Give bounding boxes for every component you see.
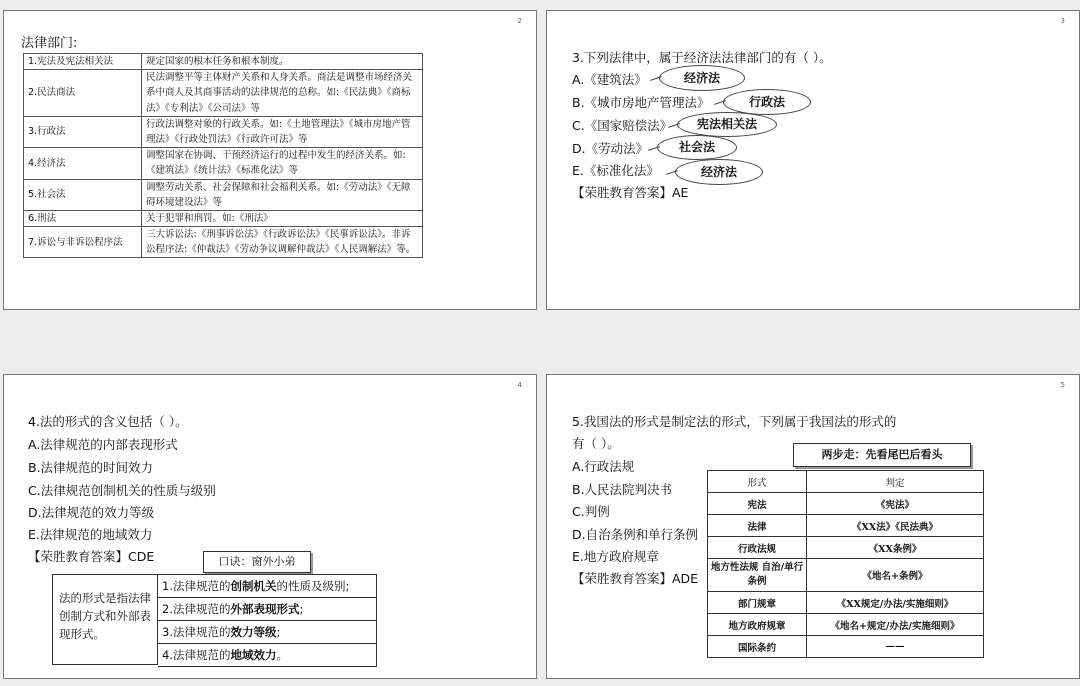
slide-legal-departments bbox=[3, 10, 537, 310]
table-row bbox=[24, 148, 423, 179]
form-cell: 部门规章 bbox=[708, 592, 807, 614]
option-e: E.地方政府规章 bbox=[572, 549, 659, 564]
rule-cell: 《XX规定/办法/实施细则》 bbox=[807, 592, 984, 614]
list-item bbox=[158, 621, 376, 644]
form-cell: 地方政府规章 bbox=[708, 614, 807, 636]
page-number: 3 bbox=[1060, 17, 1065, 25]
table-row bbox=[24, 54, 423, 70]
header-cell: 形式 bbox=[708, 471, 807, 493]
slide-question-4 bbox=[3, 374, 537, 679]
dept-cell: 1.宪法及宪法相关法 bbox=[24, 54, 142, 70]
header-cell: 判定 bbox=[807, 471, 984, 493]
desc-cell: 三大诉讼法:《刑事诉讼法》《行政诉讼法》《民事诉讼法》。非诉讼程序法:《仲裁法》《劳动争议调解仲裁法》《人民调解法》等。 bbox=[142, 227, 423, 258]
point-text: 2.法律规范的 bbox=[162, 602, 231, 616]
dept-cell: 7.诉讼与非诉讼程序法 bbox=[24, 227, 142, 258]
question-text: 4.法的形式的含义包括（ ）。 bbox=[28, 414, 188, 429]
point-text: 。 bbox=[276, 648, 288, 662]
form-cell: 法律 bbox=[708, 515, 807, 537]
desc-cell: 民法调整平等主体财产关系和人身关系。商法是调整市场经济关系中商人及其商事活动的法律规范的总称。如:《民法典》《商标法》《专利法》《公司法》等 bbox=[142, 70, 423, 117]
option-b: B.人民法院判决书 bbox=[572, 482, 673, 497]
table-row bbox=[708, 636, 984, 658]
rule-cell: 《宪法》 bbox=[807, 493, 984, 515]
point-keyword: 外部表现形式 bbox=[230, 602, 300, 616]
rule-cell: 《XX条例》 bbox=[807, 537, 984, 559]
point-keyword: 地域效力 bbox=[230, 648, 277, 662]
option-b: B.《城市房地产管理法》 bbox=[572, 95, 710, 110]
annotation-bubble: 社会法 bbox=[657, 135, 737, 160]
option-c: C.法律规范创制机关的性质与级别 bbox=[28, 483, 216, 498]
desc-cell: 关于犯罪和刑罚。如:《刑法》 bbox=[142, 210, 423, 226]
answer-text: 【荣胜教育答案】ADE bbox=[572, 571, 699, 586]
table-row bbox=[24, 70, 423, 117]
definition-box: 法的形式是指法律创制方式和外部表现形式。 bbox=[52, 574, 158, 665]
slide-question-5 bbox=[546, 374, 1080, 679]
option-e: E.法律规范的地域效力 bbox=[28, 527, 153, 542]
list-item bbox=[158, 575, 376, 598]
point-text: 4.法律规范的 bbox=[162, 648, 231, 662]
table-row bbox=[24, 179, 423, 210]
option-e: E.《标准化法》 bbox=[572, 163, 659, 178]
desc-cell: 行政法调整对象的行政关系。如:《土地管理法》《城市房地产管理法》《行政处罚法》《行政许可法》等 bbox=[142, 116, 423, 147]
rule-cell: 《地名+规定/办法/实施细则》 bbox=[807, 614, 984, 636]
form-cell: 宪法 bbox=[708, 493, 807, 515]
page-number: 5 bbox=[1060, 381, 1065, 389]
dept-cell: 4.经济法 bbox=[24, 148, 142, 179]
point-keyword: 效力等级 bbox=[230, 625, 277, 639]
point-text: 1.法律规范的 bbox=[162, 579, 231, 593]
option-c: C.《国家赔偿法》 bbox=[572, 118, 673, 133]
annotation-bubble: 经济法 bbox=[675, 159, 763, 185]
annotation-bubble: 宪法相关法 bbox=[677, 112, 777, 137]
option-d: D.自治条例和单行条例 bbox=[572, 527, 699, 542]
point-text: 3.法律规范的 bbox=[162, 625, 231, 639]
table-header-row bbox=[708, 471, 984, 493]
option-c: C.判例 bbox=[572, 504, 610, 519]
point-text: ; bbox=[299, 602, 304, 616]
rule-cell: —— bbox=[807, 636, 984, 658]
point-text: ; bbox=[276, 625, 281, 639]
form-cell: 国际条约 bbox=[708, 636, 807, 658]
question-text-line2: 有（ ）。 bbox=[572, 436, 620, 451]
rule-cell: 《地名+条例》 bbox=[807, 559, 984, 592]
table-row bbox=[708, 559, 984, 592]
slide-question-3 bbox=[546, 10, 1080, 310]
list-item bbox=[158, 598, 376, 621]
points-list bbox=[158, 574, 377, 667]
option-a: A.行政法规 bbox=[572, 459, 635, 474]
list-item bbox=[158, 644, 376, 666]
page-number: 4 bbox=[517, 381, 522, 389]
dept-cell: 3.行政法 bbox=[24, 116, 142, 147]
dept-cell: 5.社会法 bbox=[24, 179, 142, 210]
slide-title: 法律部门: bbox=[21, 36, 78, 51]
answer-text: 【荣胜教育答案】CDE bbox=[28, 549, 155, 564]
question-text-line1: 5.我国法的形式是制定法的形式，下列属于我国法的形式的 bbox=[572, 414, 897, 429]
mnemonic-box: 口诀：窗外小弟 bbox=[203, 551, 311, 573]
table-row bbox=[708, 592, 984, 614]
table-row bbox=[708, 537, 984, 559]
desc-cell: 规定国家的根本任务和根本制度。 bbox=[142, 54, 423, 70]
option-a: A.《建筑法》 bbox=[572, 72, 647, 87]
point-text: 的性质及级别; bbox=[276, 579, 350, 593]
tip-box: 两步走：先看尾巴后看头 bbox=[793, 443, 971, 467]
annotation-bubble: 行政法 bbox=[723, 89, 811, 115]
question-text: 3.下列法律中，属于经济法法律部门的有（ ）。 bbox=[572, 50, 832, 65]
option-d: D.法律规范的效力等级 bbox=[28, 505, 155, 520]
desc-cell: 调整劳动关系、社会保障和社会福利关系。如:《劳动法》《无障碍环境建设法》等 bbox=[142, 179, 423, 210]
desc-cell: 调整国家在协调、干预经济运行的过程中发生的经济关系。如:《建筑法》《统计法》《标准化法》等 bbox=[142, 148, 423, 179]
dept-cell: 6.刑法 bbox=[24, 210, 142, 226]
form-cell: 地方性法规 自治/单行条例 bbox=[708, 559, 807, 592]
table-row bbox=[24, 227, 423, 258]
answer-text: 【荣胜教育答案】AE bbox=[572, 185, 689, 200]
rule-cell: 《XX法》《民法典》 bbox=[807, 515, 984, 537]
legal-departments-table bbox=[23, 53, 423, 258]
dept-cell: 2.民法商法 bbox=[24, 70, 142, 117]
table-row bbox=[708, 515, 984, 537]
table-row bbox=[708, 493, 984, 515]
point-keyword: 创制机关 bbox=[230, 579, 277, 593]
annotation-bubble: 经济法 bbox=[659, 65, 745, 91]
law-forms-table bbox=[707, 470, 984, 658]
option-a: A.法律规范的内部表现形式 bbox=[28, 437, 178, 452]
form-cell: 行政法规 bbox=[708, 537, 807, 559]
table-row bbox=[708, 614, 984, 636]
option-b: B.法律规范的时间效力 bbox=[28, 460, 154, 475]
option-d: D.《劳动法》 bbox=[572, 141, 649, 156]
table-row bbox=[24, 210, 423, 226]
page-number: 2 bbox=[517, 17, 522, 25]
table-row bbox=[24, 116, 423, 147]
